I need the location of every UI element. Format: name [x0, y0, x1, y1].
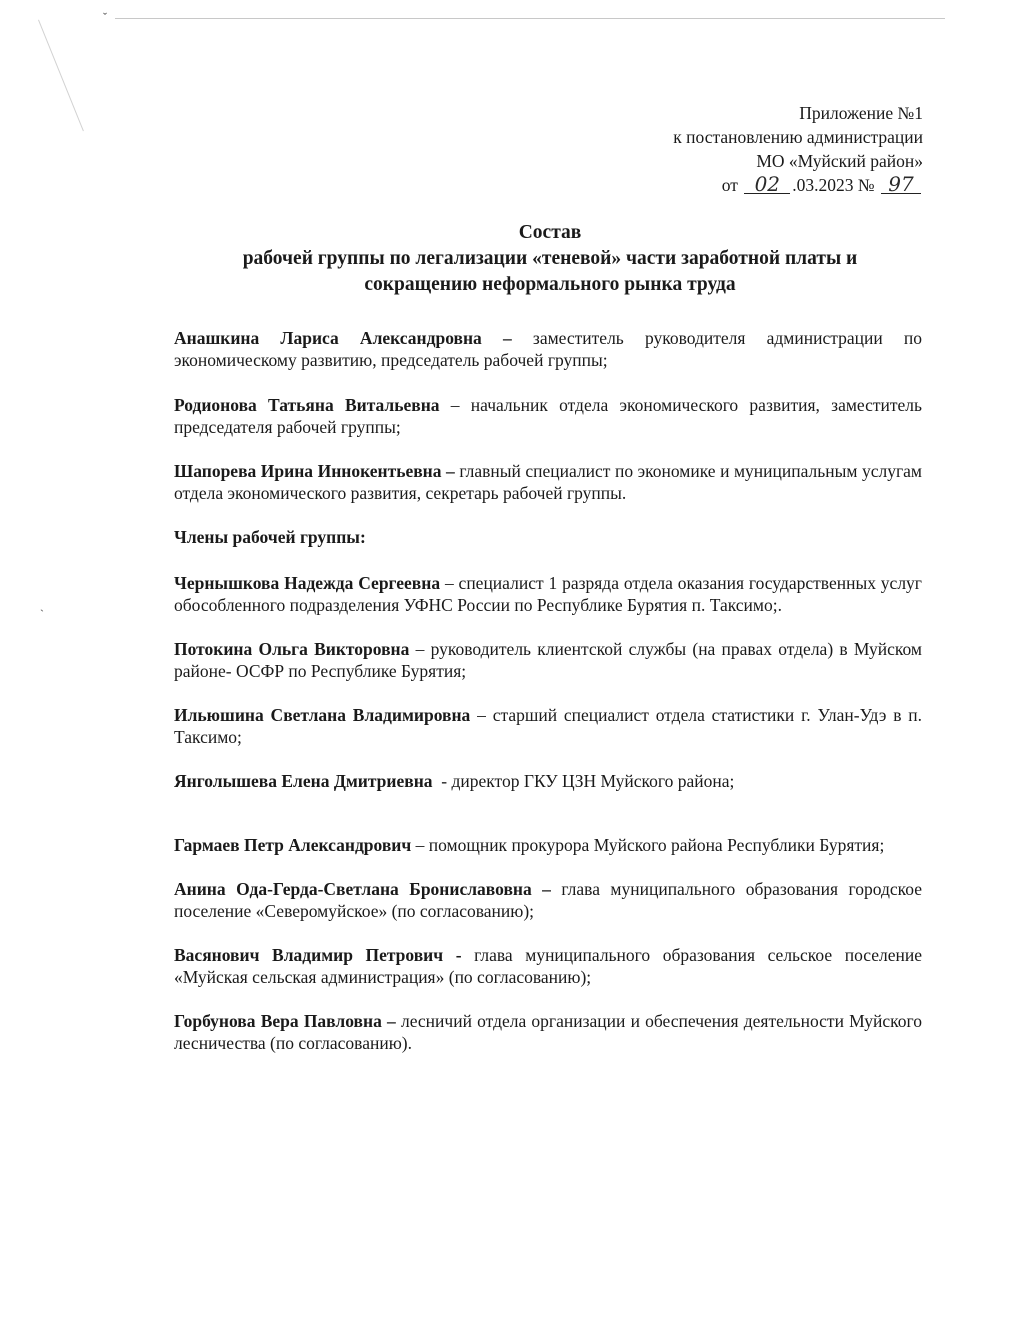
date-prefix: от: [721, 175, 738, 195]
member-role: лесничий отдела организации и обеспечения деятельности Муйского лесничества (по согласованию).: [174, 1011, 923, 1053]
member-separator: –: [440, 573, 459, 593]
member-entry: [174, 638, 922, 682]
member-name: Горбунова Вера Павловна: [174, 1011, 382, 1031]
member-name: Гармаев Петр Александрович: [174, 835, 412, 855]
member-separator: –: [411, 835, 429, 855]
member-separator: –: [481, 328, 533, 348]
member-role: главный специалист по экономике и муниципальным услугам отдела экономического развития, секретарь рабочей группы.: [174, 461, 922, 503]
date-rest: .03.2023 №: [792, 175, 875, 195]
member-separator: –: [439, 395, 471, 415]
leader-entry: [174, 327, 922, 371]
member-role: старший специалист отдела статистики г. Улан-Удэ в п. Таксимо;: [174, 705, 923, 747]
member-name: Анина Ода-Герда-Светлана Брониславовна: [174, 879, 532, 899]
member-entry: [174, 834, 922, 856]
member-role: глава муниципального образования городское поселение «Северомуйское» (по согласованию);: [174, 879, 922, 921]
member-separator: –: [531, 879, 562, 899]
members-list: [174, 327, 922, 1054]
member-entry: [174, 704, 922, 748]
member-separator: –: [409, 639, 431, 659]
annex-municipality: МО «Муйский район»: [756, 151, 923, 171]
leader-entry: [174, 460, 922, 504]
member-name: Шапорева Ирина Иннокентьевна: [174, 461, 442, 481]
leader-entry: [174, 394, 922, 438]
title-heading: Состав: [518, 222, 582, 243]
member-name: Ильюшина Светлана Владимировна: [174, 705, 471, 725]
scan-border-top: [115, 18, 945, 19]
scan-artifact-mark: ˏ: [40, 598, 44, 612]
title-line-3: сокращению неформального рынка труда: [364, 274, 736, 295]
member-separator: –: [441, 461, 460, 481]
member-role: начальник отдела экономического развития, заместитель председателя рабочей группы;: [174, 395, 923, 437]
scan-artifact-left: [38, 20, 84, 132]
member-role: глава муниципального образования сельское поселение «Муйская сельская администрация» (по согласованию);: [174, 945, 922, 987]
member-separator: –: [470, 705, 493, 725]
member-entry: [174, 944, 922, 988]
annex-title: Приложение №1: [799, 103, 923, 123]
member-name: Янголышева Елена Дмитриевна: [174, 771, 433, 791]
annex-resolution: к постановлению администрации: [673, 127, 923, 147]
member-separator: -: [432, 771, 452, 791]
member-role: заместитель руководителя администрации по экономическому развитию, председатель рабочей группы;: [174, 328, 923, 370]
handwritten-day: 02: [744, 175, 790, 194]
annex-date-line: [673, 173, 923, 197]
member-name: Родионова Татьяна Витальевна: [174, 395, 440, 415]
member-entry: [174, 770, 922, 792]
document-title: [170, 220, 930, 298]
member-name: Анашкина Лариса Александровна: [174, 328, 482, 348]
annex-block: [673, 101, 923, 197]
handwritten-number: 97: [881, 175, 921, 194]
scan-artifact-mark: ˇ: [103, 10, 107, 24]
member-name: Васянович Владимир Петрович: [174, 945, 444, 965]
members-section-label: Члены рабочей группы:: [174, 527, 366, 547]
title-line-2: рабочей группы по легализации «теневой» части заработной платы и: [242, 248, 858, 269]
member-entry: [174, 1010, 922, 1054]
member-entry: [174, 878, 922, 922]
member-name: Потокина Ольга Викторовна: [174, 639, 410, 659]
member-entry: [174, 572, 922, 616]
member-role: специалист 1 разряда отдела оказания государственных услуг обособленного подразделения УФНС России по Республике Бурятия п. Таксимо;.: [174, 573, 922, 615]
member-separator: –: [381, 1011, 401, 1031]
member-role: руководитель клиентской службы (на правах отдела) в Муйском районе- ОСФР по Республике Бурятия;: [174, 639, 922, 681]
member-role: помощник прокурора Муйского района Республики Бурятия;: [428, 835, 885, 855]
member-separator: -: [443, 945, 475, 965]
member-name: Чернышкова Надежда Сергеевна: [174, 573, 441, 593]
member-role: директор ГКУ ЦЗН Муйского района;: [451, 771, 735, 791]
